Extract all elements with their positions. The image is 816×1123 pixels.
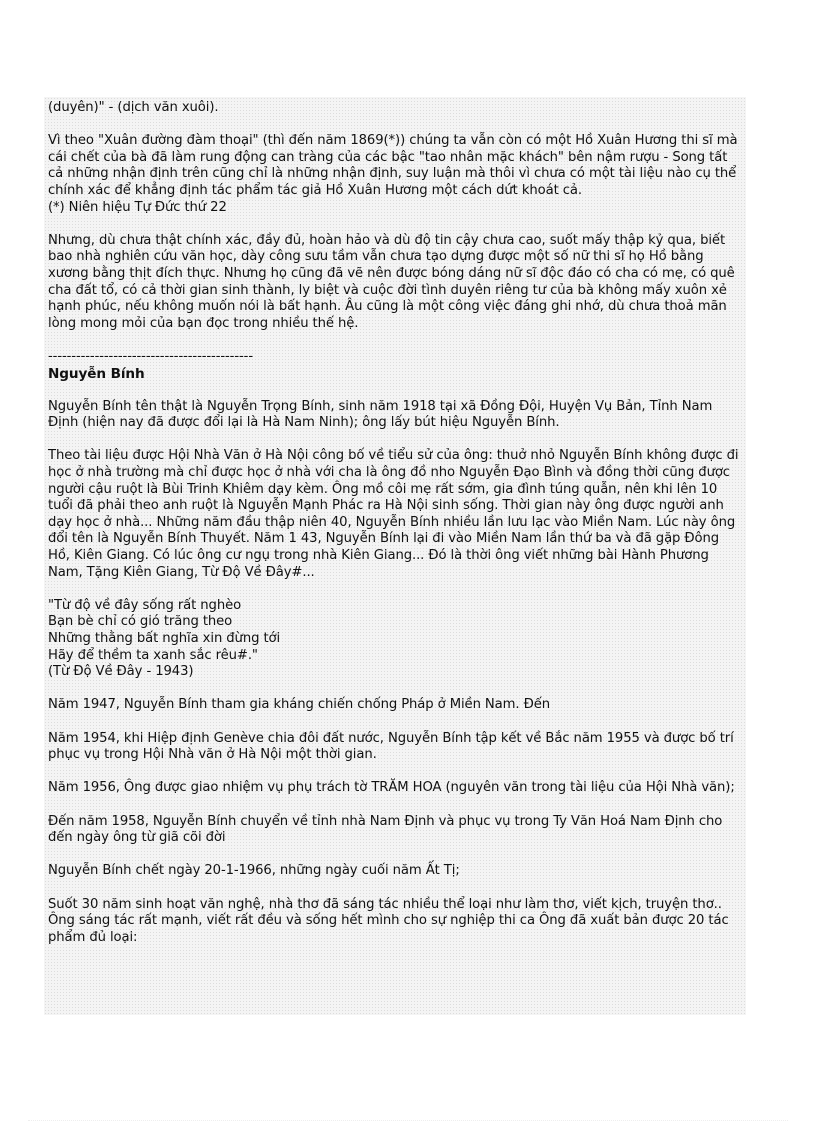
footnote: (*) Niên hiệu Tự Đức thứ 22: [48, 199, 227, 215]
paragraph-1954: Năm 1954, khi Hiệp định Genève chia đôi đất nước, Nguyễn Bính tập kết về Bắc năm 1955 và được bố trí phục vụ trong Hội Nhà văn ở Hà Nội một thời gian.: [48, 730, 734, 763]
paragraph-biography: Theo tài liệu được Hội Nhà Văn ở Hà Nội công bố về tiểu sử của ông: thuở nhỏ Nguyễn Bính không được đi học ở nhà trường mà chỉ được học ở nhà với cha là ông đồ nho Nguyễn Đạo Bình và đồng thời cũng được người cậu ruột là Bùi Trinh Khiêm dạy kèm. Ông mồ côi mẹ rất sớm, gia đình túng quẫn, nên khi lên 10 tuổi đã phải theo anh ruột là Nguyễn Mạnh Phác ra Hà Nội sinh sống. Thời gian này ông được người anh dạy học ở nhà... Những năm đầu thập niên 40, Nguyễn Bính nhiều lần lưu lạc vào Miền Nam. Lúc này ông đổi tên là Nguyễn Bính Thuyết. Năm 1 43, Nguyễn Bính lại đi vào Miền Nam lần thứ ba và đã gặp Đông Hồ, Kiên Giang. Có lúc ông cư ngụ trong nhà Kiên Giang... Đó là thời ông viết những bài Hành Phương Nam, Tặng Kiên Giang, Từ Độ Về Đây#...: [48, 448, 739, 580]
poem-line: Những thằng bất nghĩa xin đừng tới: [48, 631, 281, 646]
paragraph-name: Nguyễn Bính tên thật là Nguyễn Trọng Bính, sinh năm 1918 tại xã Đồng Đội, Huyện Vụ Bản, Tỉnh Nam Định (hiện nay đã được đổi lại là Hà Nam Ninh); ông lấy bút hiệu Nguyễn Bính.: [48, 398, 713, 431]
poem-source: (Từ Độ Về Đây - 1943): [48, 664, 194, 680]
poem-line: Bạn bè chỉ có gió trăng theo: [48, 614, 233, 630]
paragraph-death: Nguyễn Bính chết ngày 20-1-1966, những ngày cuối năm Ất Tị;: [48, 863, 460, 879]
document-body: [48, 100, 742, 963]
paragraph-xuan-huong: Vì theo "Xuân đường đàm thoại" (thì đến năm 1869(*)) chúng ta vẫn còn có một Hồ Xuân Hương thi sĩ mà cái chết của bà đã làm rung động can tràng của các bậc "tao nhân mặc khách" bên nậm rượu - Song tất cả những nhận định trên cũng chỉ là những nhận định, suy luận mà thôi vì chưa có một tài liệu nào cụ thể chính xác để khẳng định tác phẩm tác giả Hồ Xuân Hương một cách dứt khoát cả.: [48, 133, 738, 198]
section-divider: --------------------------------------------: [48, 348, 253, 364]
paragraph-1956: Năm 1956, Ông được giao nhiệm vụ phụ trách tờ TRĂM HOA (nguyên văn trong tài liệu của Hội Nhà văn);: [48, 780, 735, 796]
poem-line: Hãy để thềm ta xanh sắc rêu#.": [48, 647, 258, 663]
poem-line: "Từ độ về đây sống rất nghèo: [48, 597, 242, 613]
paragraph-1958: Đến năm 1958, Nguyễn Bính chuyển về tỉnh nhà Nam Định và phục vụ trong Ty Văn Hoá Nam Định cho đến ngày ông từ giã cõi đời: [48, 813, 723, 846]
poem-block: [48, 598, 742, 681]
intro-line: (duyên)" - (dịch văn xuôi).: [48, 100, 219, 115]
page-bottom-rule: [28, 1120, 788, 1121]
paragraph-research: Nhưng, dù chưa thật chính xác, đầy đủ, hoàn hảo và dù độ tin cậy chưa cao, suốt mấy thập kỷ qua, biết bao nhà nghiên cứu văn học, dày công sưu tầm vẫn chưa tạo dựng được một số nữ thi sĩ họ Hồ bằng xương bằng thịt đích thực. Nhưng họ cũng đã vẽ nên được bóng dáng nữ sĩ độc đáo có cha có mẹ, có quê cha đất tổ, có cả thời gian sinh thành, ly biệt và cuộc đời tình duyên riêng tư của bà không mấy xuôn xẻ hạnh phúc, nếu không muốn nói là bất hạnh. Âu cũng là một công việc đáng ghi nhớ, dù chưa thoả mãn lòng mong mỏi của bạn đọc trong nhiều thế hệ.: [48, 232, 735, 331]
section-title: Nguyễn Bính: [48, 365, 145, 382]
paragraph-1947: Năm 1947, Nguyễn Bính tham gia kháng chiến chống Pháp ở Miền Nam. Đến: [48, 697, 550, 713]
paragraph-career: Suốt 30 năm sinh hoạt văn nghệ, nhà thơ đã sáng tác nhiều thể loại như làm thơ, viết kịch, truyện thơ.. Ông sáng tác rất mạnh, viết rất đều và sống hết mình cho sự nghiệp thi ca Ông đã xuất bản được 20 tác phẩm đủ loại:: [48, 896, 729, 945]
